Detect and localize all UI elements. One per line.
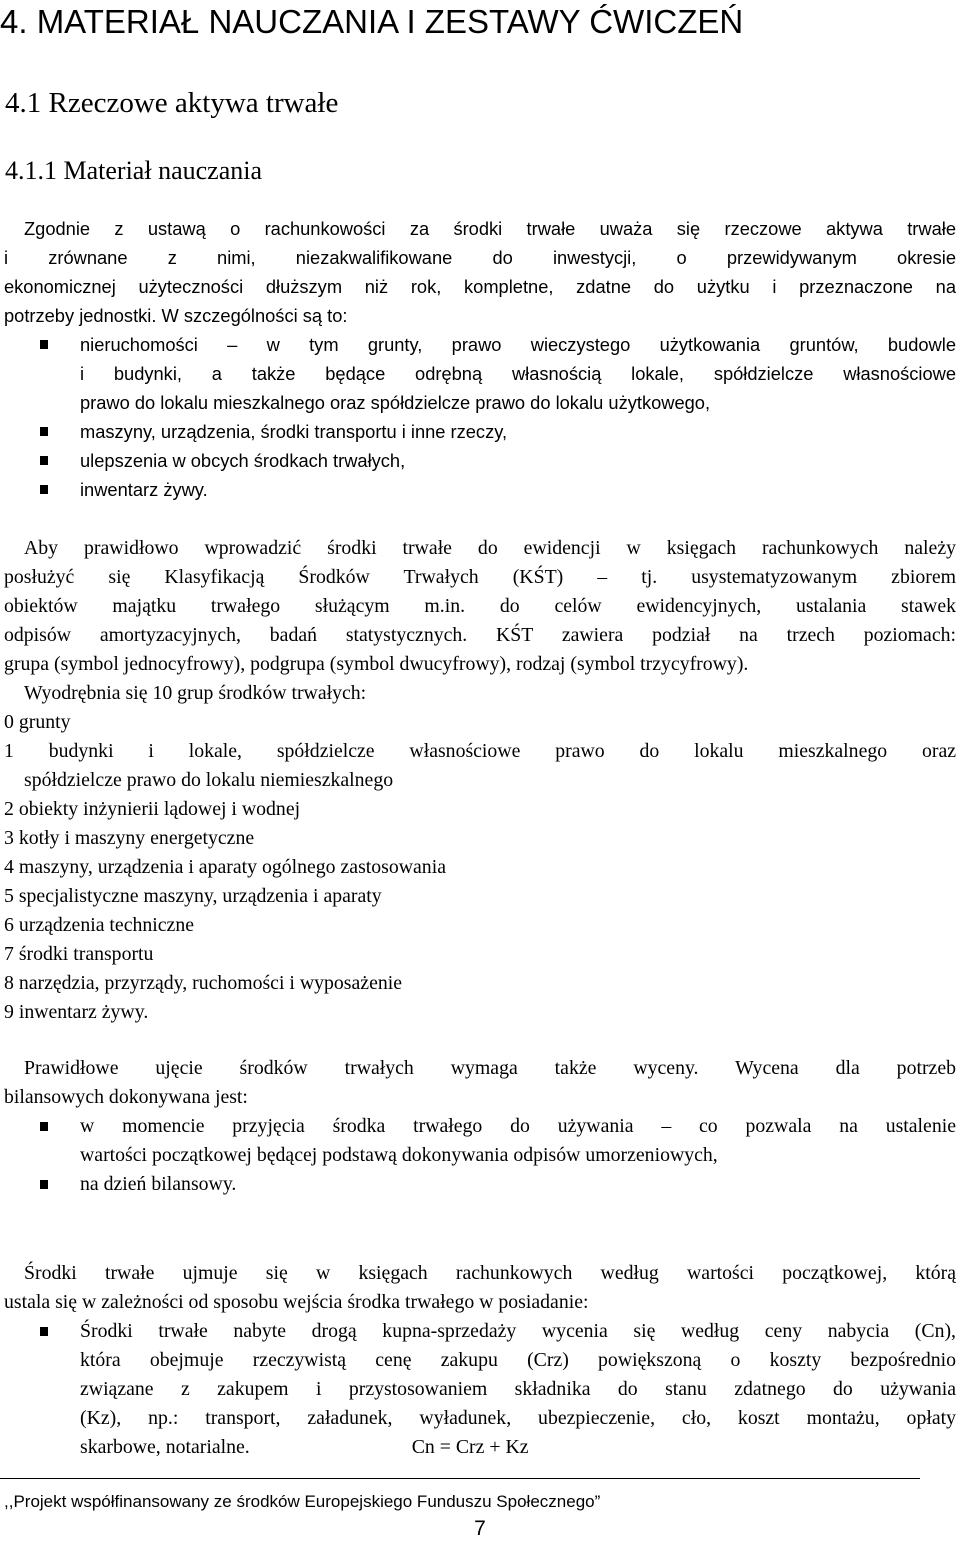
bullet-line: wartości początkowej będącej podstawą dokonywania odpisów umorzeniowych, bbox=[80, 1144, 718, 1166]
bullet-line: maszyny, urządzenia, środki transportu i inne rzeczy, bbox=[80, 421, 508, 442]
square-bullet-icon bbox=[40, 485, 48, 494]
square-bullet-icon bbox=[40, 456, 48, 465]
paragraph-line: Prawidłowe ujęcie środków trwałych wymaga także wyceny. Wycena dla potrzeb bbox=[24, 1057, 956, 1079]
paragraph-line: ustala się w zależności od sposobu wejścia środka trwałego w posiadanie: bbox=[4, 1291, 589, 1313]
initial-value-paragraph bbox=[4, 1259, 956, 1462]
bullet-line: (Kz), np.: transport, załadunek, wyładunek, ubezpieczenie, cło, koszt montażu, opłaty bbox=[80, 1407, 956, 1429]
paragraph-line: i zrównane z nimi, niezakwalifikowane do inwestycji, o przewidywanym okresie bbox=[4, 247, 956, 268]
list-item: 3 kotły i maszyny energetyczne bbox=[4, 827, 255, 849]
bullet-line: i budynki, a także będące odrębną własnością lokale, spółdzielcze własnościowe bbox=[80, 363, 956, 384]
paragraph-line: bilansowych dokonywana jest: bbox=[4, 1086, 248, 1108]
list-item: 4 maszyny, urządzenia i aparaty ogólnego zastosowania bbox=[4, 856, 446, 878]
intro-paragraph bbox=[4, 214, 956, 504]
bullet-item bbox=[4, 1112, 956, 1170]
paragraph-line: obiektów majątku trwałego służącym m.in. do celów ewidencyjnych, ustalania stawek bbox=[4, 595, 956, 617]
bullet-line: na dzień bilansowy. bbox=[80, 1173, 237, 1195]
chapter-heading: 4. MATERIAŁ NAUCZANIA I ZESTAWY ĆWICZEŃ bbox=[0, 3, 744, 40]
purchase-price-formula: Cn = Crz + Kz bbox=[411, 1436, 529, 1458]
bullet-line-text: skarbowe, notarialne. bbox=[80, 1436, 250, 1458]
list-item-continuation: spółdzielcze prawo do lokalu niemieszkalnego bbox=[24, 769, 394, 791]
bullet-line: związane z zakupem i przystosowaniem składnika do stanu zdatnego do używania bbox=[80, 1378, 956, 1400]
bullet-line: prawo do lokalu mieszkalnego oraz spółdzielcze prawo do lokalu użytkowego, bbox=[80, 392, 711, 413]
bullet-item bbox=[4, 1170, 956, 1199]
kst-paragraph bbox=[4, 534, 956, 1027]
list-item: 8 narzędzia, przyrządy, ruchomości i wyposażenie bbox=[4, 972, 403, 994]
paragraph-line: Aby prawidłowo wprowadzić środki trwałe do ewidencji w księgach rachunkowych należy bbox=[24, 537, 956, 559]
list-item: 1 budynki i lokale, spółdzielcze własnościowe prawo do lokalu mieszkalnego oraz bbox=[4, 740, 956, 762]
bullet-line-last bbox=[80, 1433, 956, 1462]
paragraph-line: Środki trwałe ujmuje się w księgach rachunkowych według wartości początkowej, którą bbox=[24, 1262, 956, 1284]
list-item: 2 obiekty inżynierii lądowej i wodnej bbox=[4, 798, 301, 820]
square-bullet-icon bbox=[40, 1327, 48, 1336]
paragraph-line: odpisów amortyzacyjnych, badań statystycznych. KŚT zawiera podział na trzech poziomach: bbox=[4, 624, 956, 646]
square-bullet-icon bbox=[40, 1180, 48, 1189]
footer-note: ,,Projekt współfinansowany ze środków Europejskiego Funduszu Społecznego” bbox=[4, 1492, 601, 1511]
page-number: 7 bbox=[474, 1517, 486, 1540]
paragraph-line: Zgodnie z ustawą o rachunkowości za środki trwałe uważa się rzeczowe aktywa trwałe bbox=[24, 218, 956, 239]
subsection-heading: 4.1.1 Materiał nauczania bbox=[5, 156, 262, 185]
list-item: 5 specjalistyczne maszyny, urządzenia i aparaty bbox=[4, 885, 382, 907]
bullet-line: ulepszenia w obcych środkach trwałych, bbox=[80, 450, 406, 471]
paragraph-line: ekonomicznej użyteczności dłuższym niż rok, kompletne, zdatne do użytku i przeznaczone na bbox=[4, 276, 956, 297]
bullet-item bbox=[4, 1317, 956, 1462]
bullet-item bbox=[4, 446, 956, 475]
valuation-paragraph bbox=[4, 1054, 956, 1199]
footer-divider bbox=[0, 1478, 920, 1479]
paragraph-line: grupa (symbol jednocyfrowy), podgrupa (symbol dwucyfrowy), rodzaj (symbol trzycyfrowy). bbox=[4, 653, 749, 675]
bullet-line: inwentarz żywy. bbox=[80, 479, 208, 500]
bullet-item bbox=[4, 417, 956, 446]
square-bullet-icon bbox=[40, 427, 48, 436]
list-item: 9 inwentarz żywy. bbox=[4, 1001, 149, 1023]
section-heading: 4.1 Rzeczowe aktywa trwałe bbox=[5, 87, 339, 119]
list-item: 6 urządzenia techniczne bbox=[4, 914, 194, 936]
square-bullet-icon bbox=[40, 340, 48, 349]
paragraph-line: posłużyć się Klasyfikacją Środków Trwałych (KŚT) – tj. usystematyzowanym zbiorem bbox=[4, 566, 956, 588]
bullet-item bbox=[4, 475, 956, 504]
list-item: 7 środki transportu bbox=[4, 943, 154, 965]
kst-group-list bbox=[4, 708, 956, 1027]
groups-intro: Wyodrębnia się 10 grup środków trwałych: bbox=[24, 682, 367, 704]
square-bullet-icon bbox=[40, 1122, 48, 1131]
bullet-line: Środki trwałe nabyte drogą kupna-sprzedaży wycenia się według ceny nabycia (Cn), bbox=[80, 1320, 956, 1342]
bullet-item bbox=[4, 330, 956, 417]
paragraph-line: potrzeby jednostki. W szczególności są to: bbox=[4, 305, 348, 326]
bullet-line: nieruchomości – w tym grunty, prawo wieczystego użytkowania gruntów, budowle bbox=[80, 334, 956, 355]
bullet-line: w momencie przyjęcia środka trwałego do używania – co pozwala na ustalenie bbox=[80, 1115, 956, 1137]
list-item: 0 grunty bbox=[4, 711, 71, 733]
bullet-line: która obejmuje rzeczywistą cenę zakupu (Crz) powiększoną o koszty bezpośrednio bbox=[80, 1349, 956, 1371]
